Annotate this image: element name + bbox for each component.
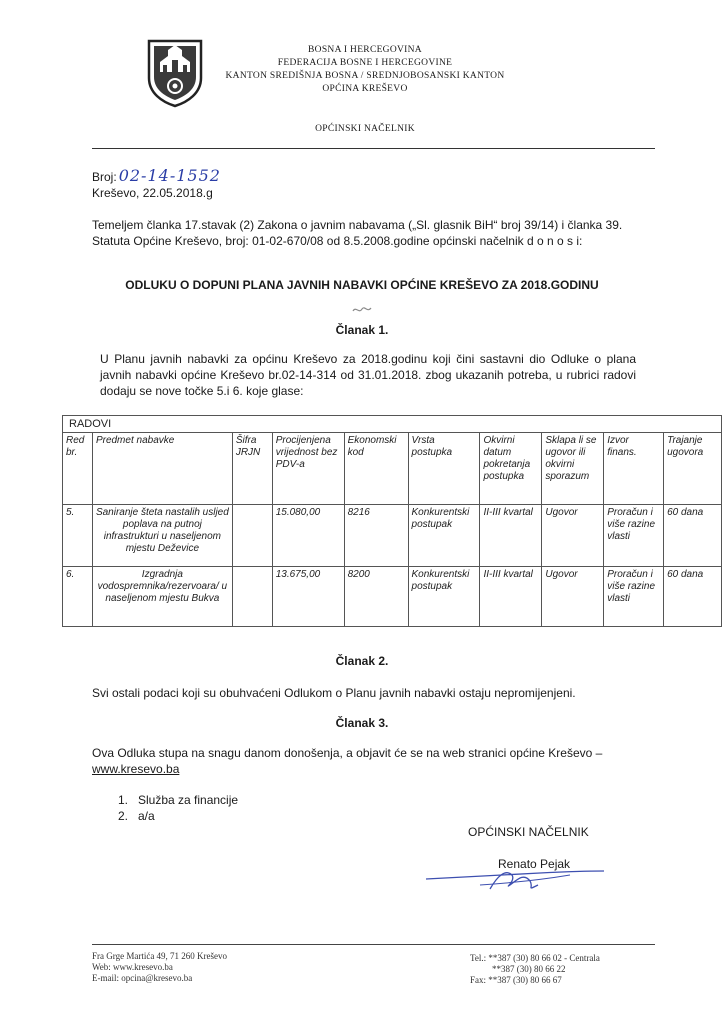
website-link[interactable]: www.kresevo.ba — [92, 762, 180, 776]
table-cell: 60 dana — [664, 567, 722, 627]
footer-divider — [92, 944, 655, 945]
table-cell: 13.675,00 — [272, 567, 344, 627]
header-divider — [92, 148, 655, 149]
reference-number — [92, 166, 221, 185]
table-cell: 6. — [63, 567, 93, 627]
document-title: ODLUKU O DOPUNI PLANA JAVNIH NABAVKI OPĆINE KREŠEVO ZA 2018.GODINU — [125, 278, 599, 292]
article-1-text: U Planu javnih nabavki za općinu Kreševo za 2018.godinu koji čini sastavni dio Odluke o plana javnih nabavki općine Kreševo br.02-14-314 od 31.01.2018. zbog ukazanih potreba, u rubrici radovi dodaju se nove točke 5.i 6. koje glase: — [100, 352, 636, 398]
article-2-text: Svi ostali podaci koji su obuhvaćeni Odlukom o Planu javnih nabavki ostaju nepromijenjeni. — [92, 686, 576, 700]
letterhead-line: FEDERACIJA BOSNE I HERCEGOVINE — [277, 58, 453, 68]
table-cell — [232, 567, 272, 627]
table-cell: 8216 — [344, 505, 408, 567]
letterhead-line: KANTON SREDIŠNJA BOSNA / SREDNJOBOSANSKI KANTON — [225, 71, 505, 81]
procurement-table — [62, 415, 722, 627]
table-cell: 15.080,00 — [272, 505, 344, 567]
table-cell: II-III kvartal — [480, 567, 542, 627]
column-header: Trajanje ugovora — [664, 433, 722, 505]
footer-fax: Fax: **387 (30) 80 66 67 — [470, 975, 562, 985]
handwritten-signature-icon — [420, 845, 610, 900]
letterhead — [210, 44, 520, 96]
table-cell: 8200 — [344, 567, 408, 627]
table-cell: Ugovor — [542, 567, 604, 627]
table-section-label: RADOVI — [63, 416, 722, 433]
table-cell: Konkurentski postupak — [408, 567, 480, 627]
table-cell — [232, 505, 272, 567]
footer-web[interactable]: Web: www.kresevo.ba — [92, 962, 173, 972]
table-cell: Proračun i više razine vlasti — [604, 505, 664, 567]
table-cell: Saniranje šteta nastalih usljed poplava na putnoj infrastrukturi u naseljenom mjestu Deževice — [92, 505, 232, 567]
reference-number-value: 02-14-1552 — [118, 166, 221, 185]
letterhead-line: BOSNA I HERCEGOVINA — [308, 45, 422, 55]
footer-phone: Tel.: **387 (30) 80 66 02 - Centrala — [470, 953, 600, 963]
column-header: Šifra JRJN — [232, 433, 272, 505]
column-header: Sklapa li se ugovor ili okvirni sporazum — [542, 433, 604, 505]
column-header: Predmet nabavke — [92, 433, 232, 505]
footer-email[interactable]: E-mail: opcina@kresevo.ba — [92, 973, 193, 983]
column-header: Procijenjena vrijednost bez PDV-a — [272, 433, 344, 505]
footer-contact-left — [92, 951, 227, 984]
column-header: Izvor finans. — [604, 433, 664, 505]
table-header-row — [63, 433, 722, 505]
preamble: Temeljem članka 17.stavak (2) Zakona o javnim nabavama („Sl. glasnik BiH“ broj 39/14) i članka 39. Statuta Općine Kreševo, broj: 01-02-670/08 od 8.5.2008.godine općinski načelnik d o n o s i: — [92, 218, 623, 248]
document-date: Kreševo, 22.05.2018.g — [92, 186, 213, 200]
table-row — [63, 567, 722, 627]
list-item: 1. Služba za financije — [118, 793, 239, 807]
article-2-heading: Članak 2. — [335, 654, 389, 668]
column-header: Red br. — [63, 433, 93, 505]
table-cell: 60 dana — [664, 505, 722, 567]
letterhead-line: OPĆINA KREŠEVO — [322, 84, 408, 94]
scribble-mark-icon — [352, 305, 372, 315]
signatory-title: OPĆINSKI NAČELNIK — [468, 825, 589, 839]
table-cell: Izgradnja vodospremnika/rezervoara/ u naseljenom mjestu Bukva — [92, 567, 232, 627]
distribution-list — [118, 792, 238, 824]
footer-address: Fra Grge Martića 49, 71 260 Kreševo — [92, 951, 228, 961]
table-cell: Proračun i više razine vlasti — [604, 567, 664, 627]
list-item: 2. a/a — [118, 809, 155, 823]
column-header: Vrsta postupka — [408, 433, 480, 505]
article-3-text — [92, 745, 632, 777]
table-cell: II-III kvartal — [480, 505, 542, 567]
table-cell: Ugovor — [542, 505, 604, 567]
signatory-name: Renato Pejak — [498, 857, 571, 871]
article-3-heading: Članak 3. — [335, 716, 389, 730]
column-header: Okvirni datum pokretanja postupka — [480, 433, 542, 505]
article-1-heading: Članak 1. — [335, 323, 389, 337]
office-title: OPĆINSKI NAČELNIK — [315, 124, 415, 134]
table-cell: 5. — [63, 505, 93, 567]
table-cell: Konkurentski postupak — [408, 505, 480, 567]
reference-number-label: Broj: — [92, 170, 117, 184]
table-row — [63, 505, 722, 567]
municipality-crest-icon — [146, 38, 204, 108]
article-3-body: Ova Odluka stupa na snagu danom donošenja, a objavit će se na web stranici općine Kreševo – — [92, 746, 603, 760]
column-header: Ekonomski kod — [344, 433, 408, 505]
footer-contact-right — [470, 953, 600, 986]
footer-phone: **387 (30) 80 66 22 — [492, 964, 566, 974]
